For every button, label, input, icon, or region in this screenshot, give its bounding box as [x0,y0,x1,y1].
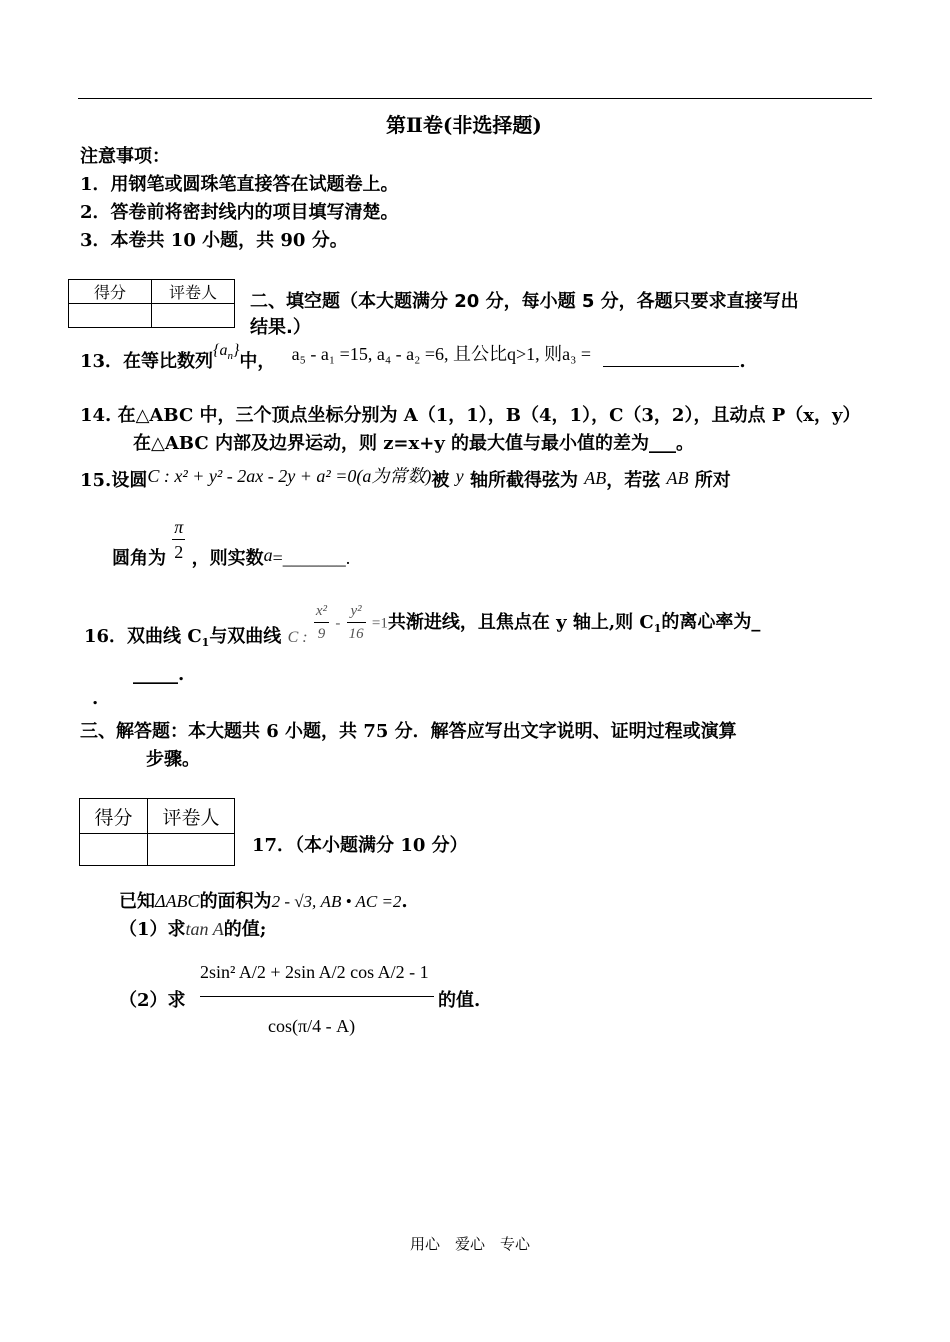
q16-fraction-x: $\frac{\text{x²}}{9}$ [314,600,329,645]
q15-a: a [263,545,273,565]
q17-triangle: ΔABC [155,891,200,911]
question-15-line1 [80,466,731,492]
q13-mid: 中， [239,351,276,372]
question-14-line2: 在△ABC 内部及边界运动，则 z=x+y 的最大值与最小值的差为___。 [133,433,695,454]
section2-heading-line1: 二、填空题（本大题满分 20 分，每小题 5 分，各题只要求直接写出 [250,291,799,312]
q16-fraction-y: $\frac{\text{y²}}{16}$ [347,600,366,645]
q15-mid3: ，若弦 [606,470,661,491]
notice-item-3: 3．本卷共 10 小题，共 90 分。 [80,230,348,251]
q15-line2-prefix: 圆角为 [112,548,166,569]
question-14-line1: 14. 在△ABC 中，三个顶点坐标分别为 A（1，1），B（4，1），C（3，2），且动点 P（x，y） [80,405,861,426]
q16-text: 共渐进线，且焦点在 y 轴上,则 C [387,611,654,633]
q17-given-end: . [401,891,408,912]
page-title: 第Ⅱ卷(非选择题) [386,113,542,137]
notice-item-2: 2．答卷前将密封线内的项目填写清楚。 [80,202,399,223]
q17-part2-end: 的值. [438,990,481,1011]
q13-sequence: $\{a_n\}$ [213,342,240,363]
q17-part2-denominator: cos(π/4 - A) [268,1016,356,1036]
q17-given-prefix: 已知 [119,891,155,912]
question-15-line2 [112,515,351,569]
q16-end: 的离心率为_ [661,611,761,633]
q16-c: C : [287,628,308,646]
q15-mid: 被 [431,470,450,491]
grade-box-score-cell[interactable] [69,304,152,328]
notice-item-1: 1．用钢笔或圆珠笔直接答在试题卷上。 [80,174,399,195]
q17-part1-prefix: （1）求 [119,919,186,940]
grade-box-1 [68,279,235,328]
q17-given [119,887,408,913]
q16-mid: 与双曲线 [209,625,282,647]
q17-given-mid: 的面积为 [199,891,272,912]
grade-box-2 [79,798,235,866]
grade-box-label-grader: 评卷人 [152,280,235,304]
q15-prefix: 15.设圆 [80,470,148,491]
q15-pi-over-2: $\frac{\pi}{2}$ [174,517,184,562]
grade-box-2-score-cell[interactable] [80,834,148,866]
top-rule [78,98,872,99]
q15-line2-mid: ，则实数 [191,548,264,569]
question-17-title: 17．（本小题满分 10 分） [252,835,468,856]
q17-part1 [119,915,266,941]
grade-box-2-label-grader: 评卷人 [148,799,235,834]
q15-circle-equation: C : x² + y² - 2ax - 2y + a² =0(a为常数) [147,466,432,486]
question-13 [80,342,746,374]
q17-given-expression: 2 - √3, AB • AC =2 [271,892,402,911]
grade-box-grader-cell[interactable] [152,304,235,328]
q15-ab-1: AB [584,468,607,488]
section3-heading-line1: 三、解答题：本大题共 6 小题，共 75 分．解答应写出文字说明、证明过程或演算 [80,721,737,742]
section3-heading-line2: 步骤。 [146,749,200,770]
q17-part1-end: 的值; [223,919,267,940]
section2-heading-line2: 结果.） [250,317,311,338]
q13-end: . [739,351,746,372]
q16-answer-blank[interactable]: _____. [133,664,185,685]
q15-y: y [455,466,464,486]
notice-heading: 注意事项： [80,146,170,167]
q17-part2-numerator: 2sin² A/2 + 2sin A/2 cos A/2 - 1 [200,962,429,982]
q15-answer-blank[interactable]: =_______. [272,548,351,568]
q16-trailing-dot: . [92,688,99,709]
grade-box-2-label-score: 得分 [80,799,148,834]
q15-ab-2: AB [666,468,689,488]
q15-mid2: 轴所截得弦为 [469,470,578,491]
grade-box-label-score: 得分 [69,280,152,304]
q17-part2-fraction-bar [200,996,434,997]
q13-answer-blank[interactable] [603,366,739,367]
q16-prefix: 16．双曲线 C [84,625,202,647]
q15-end: 所对 [694,470,731,491]
q17-part2-prefix: （2）求 [119,990,186,1011]
page-footer: 用心 爱心 专心 [410,1235,531,1253]
q13-prefix: 13．在等比数列 [80,351,214,372]
grade-box-2-grader-cell[interactable] [148,834,235,866]
q17-part1-expression: tan A [185,919,224,939]
q13-condition: a₅ - a₁ =15, a₄ - a₂ =6, 且公比q>1, 则a₃ = [291,344,592,364]
question-16-line1: 16．双曲线 $C_1$与双曲线 C : $\frac{\text{x²}}{9}$ - $\frac{\text{y²}}{16}$ =1共渐进线，且焦点在 y 轴上,则 $C_1$的离心率为_ [84,600,760,645]
